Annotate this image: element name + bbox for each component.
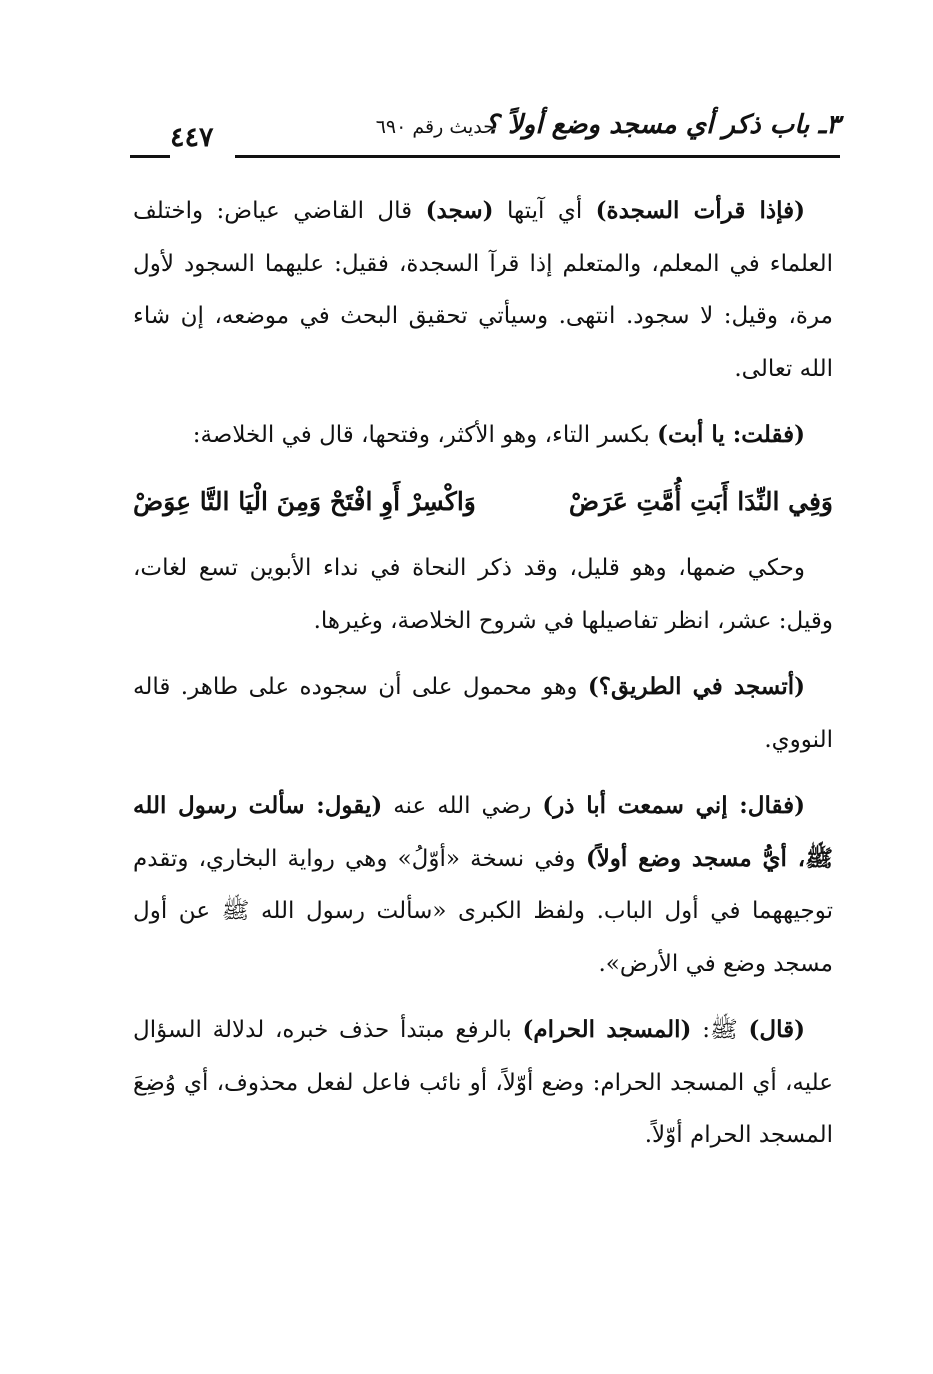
page-body xyxy=(133,185,833,1176)
page-header xyxy=(130,110,840,170)
text: وفي نسخة «أوّلُ» وهي رواية البخاري، وتقدم توجيههما في أول الباب. ولفظ الكبرى «سألت رسول الله ﷺ عن أول مسجد وضع في الأرض». xyxy=(133,845,833,977)
text: بكسر التاء، وهو الأكثر، وفتحها، قال في الخلاصة: xyxy=(192,422,658,448)
quote-masjid-haram: (المسجد الحرام) xyxy=(522,1016,692,1043)
paragraph-lughat xyxy=(133,542,833,647)
text: وهو محمول على أن سجوده على طاهر. قاله النووي. xyxy=(133,674,833,753)
text: ﷺ: xyxy=(691,1017,749,1043)
verse-first-hemistich: وَفِي النِّدَا أَبَتِ أُمَّتِ عَرَضْ xyxy=(568,486,833,516)
text: قال القاضي عياض: واختلف العلماء في المعلم، والمتعلم إذا قرآ السجدة، فقيل: عليهما السجود لأول مرة، وقيل: لا سجود. انتهى. وسيأتي تحقيق البحث في موضعه، إن شاء الله تعالى. xyxy=(133,198,833,382)
paragraph-masjid-haram xyxy=(133,1004,833,1162)
header-rule-short xyxy=(130,155,170,158)
chapter-title: ٣ـ باب ذكر أي مسجد وضع أولاً ؟ xyxy=(485,110,840,140)
quote-sajad: (سجد) xyxy=(425,197,494,224)
poetry-verse xyxy=(133,476,833,529)
paragraph-ya-abat xyxy=(133,409,833,462)
text: أي آيتها xyxy=(493,198,596,224)
text: رضي الله عنه xyxy=(382,793,543,819)
quote-qala: (قال) xyxy=(748,1016,806,1043)
hadith-number: حديث رقم ٦٩٠ xyxy=(375,116,495,138)
verse-second-hemistich: وَاكْسِرْ أَوِ افْتَحْ وَمِنَ الْيَا التَّا عِوَضْ xyxy=(133,486,476,516)
text: بالرفع مبتدأ حذف خبره، لدلالة السؤال عليه، أي المسجد الحرام: وضع أوّلاً، أو نائب فاعل لفعل محذوف، أي وُضِعَ المسجد الحرام أوّلاً. xyxy=(133,1017,833,1148)
header-rule xyxy=(235,155,840,158)
quote-abu-dharr: (فقال: إني سمعت أبا ذر) xyxy=(542,792,805,819)
quote-tasjud: (أتسجد في الطريق؟) xyxy=(587,673,806,700)
paragraph-tasjud xyxy=(133,661,833,766)
quote-ya-abat: (فقلت: يا أبت) xyxy=(657,421,805,448)
text: وحكي ضمها، وهو قليل، وقد ذكر النحاة في نداء الأبوين تسع لغات، وقيل: عشر، انظر تفاصيلها في شروح الخلاصة، وغيرها. xyxy=(133,555,833,634)
paragraph-abu-dharr xyxy=(133,780,833,990)
quote-sajdah: (فإذا قرأت السجدة) xyxy=(595,197,805,224)
paragraph-sajdah xyxy=(133,185,833,395)
quote-question: (يقول: سألت رسول الله ﷺ، أيُّ مسجد وضع أولاً) xyxy=(133,792,833,872)
page-number: ٤٤٧ xyxy=(170,122,214,153)
